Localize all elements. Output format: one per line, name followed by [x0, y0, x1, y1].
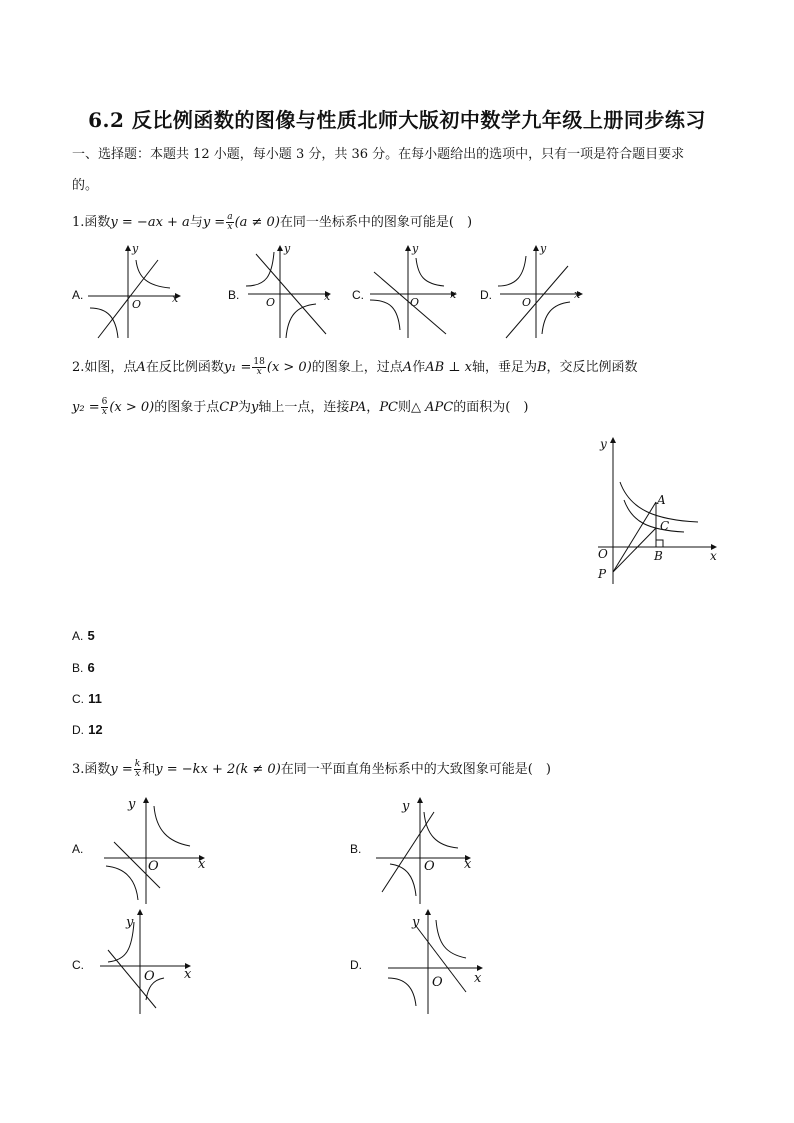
question-2-figure	[588, 432, 728, 592]
q3-graph-d[interactable]	[388, 910, 482, 1014]
svg-text:B: B	[654, 549, 663, 563]
q3-graph-a[interactable]	[104, 798, 204, 904]
question-1-stem: 1.函数y = −ax + a与y = $\frac{a}{x}$ (a ≠ 0)在同一坐标系中的图象可能是( )	[72, 212, 473, 232]
svg-text:P: P	[598, 567, 607, 581]
svg-text:y: y	[412, 915, 420, 930]
section-instructions-cont: 的。	[72, 178, 99, 193]
svg-text:O: O	[148, 859, 159, 874]
option-a-label[interactable]: A.	[72, 842, 84, 856]
q1-graph-c[interactable]	[370, 246, 456, 338]
svg-text:y: y	[126, 915, 134, 930]
option-c-label[interactable]: C.	[72, 958, 84, 972]
option-b-label[interactable]: B.	[228, 288, 240, 302]
axis-y-label: y	[132, 242, 139, 255]
question-3-option-graphs	[70, 792, 510, 1022]
question-3-stem: 3.函数y = $\frac{k}{x}$ 和y = −kx + 2(k ≠ 0)在同一平面直角坐标系中的大致图象可能是( )	[72, 759, 551, 779]
question-2-stem-line1: 2.如图，点A在反比例函数y₁ = $\frac{18}{x}$ (x > 0)的图象上，过点A作AB ⊥ x轴，垂足为B，交反比例函数	[72, 357, 638, 377]
svg-text:O: O	[432, 975, 443, 990]
q3-graph-c[interactable]	[100, 910, 190, 1014]
answer-option-d[interactable]: D. 12	[72, 722, 103, 737]
svg-text:y: y	[402, 799, 410, 814]
svg-text:O: O	[598, 547, 608, 561]
svg-text:y: y	[284, 242, 291, 255]
question-number: 3.	[72, 762, 85, 777]
page-title: 6.2 反比例函数的图像与性质北师大版初中数学九年级上册同步练习	[88, 108, 706, 132]
svg-text:O: O	[522, 296, 532, 309]
answer-option-c[interactable]: C. 11	[72, 691, 102, 706]
fraction: $\frac{a}{x}$	[227, 212, 233, 232]
svg-text:x: x	[464, 857, 472, 872]
svg-text:x: x	[450, 288, 457, 301]
svg-text:y: y	[540, 242, 547, 255]
option-d-label[interactable]: D.	[350, 958, 362, 972]
svg-text:x: x	[184, 967, 192, 982]
svg-text:O: O	[266, 296, 276, 309]
svg-text:x: x	[474, 971, 482, 986]
svg-text:x: x	[198, 857, 206, 872]
svg-text:A: A	[657, 493, 666, 507]
axis-x-label: x	[172, 292, 179, 305]
svg-text:O: O	[410, 296, 420, 309]
answer-option-a[interactable]: A. 5	[72, 628, 95, 643]
math-expr: y = −ax + a	[110, 215, 190, 230]
svg-text:O: O	[144, 969, 155, 984]
section-instructions: 一、选择题：本题共 12 小题，每小题 3 分，共 36 分。在每小题给出的选项中，只有一项是符合题目要求	[72, 147, 685, 162]
option-a-label[interactable]: A.	[72, 288, 84, 302]
svg-text:y: y	[600, 437, 607, 451]
question-1-option-graphs	[70, 238, 610, 348]
fraction: $\frac{18}{x}$	[253, 357, 265, 377]
q3-graph-b[interactable]	[376, 798, 470, 904]
svg-text:x: x	[324, 290, 331, 303]
q1-graph-d[interactable]	[498, 246, 582, 338]
svg-text:O: O	[424, 859, 435, 874]
svg-text:x: x	[574, 288, 581, 301]
question-2-stem-line2: y₂ = $\frac{6}{x}$ (x > 0)的图象于点CP为y轴上一点，连接PA，PC则△ APC的面积为( )	[72, 397, 529, 417]
svg-text:x: x	[710, 549, 717, 563]
svg-text:y: y	[412, 242, 419, 255]
fraction: $\frac{6}{x}$	[101, 397, 108, 417]
fraction: $\frac{k}{x}$	[134, 759, 141, 779]
q1-graph-a[interactable]	[88, 246, 180, 338]
answer-option-b[interactable]: B. 6	[72, 660, 95, 675]
option-c-label[interactable]: C.	[352, 288, 364, 302]
svg-text:C: C	[660, 519, 670, 533]
origin-label: O	[132, 298, 142, 311]
question-number: 2.	[72, 360, 85, 375]
svg-text:y: y	[128, 797, 136, 812]
q1-graph-b[interactable]	[246, 246, 330, 338]
option-b-label[interactable]: B.	[350, 842, 362, 856]
option-d-label[interactable]: D.	[480, 288, 492, 302]
question-number: 1.	[72, 215, 85, 230]
